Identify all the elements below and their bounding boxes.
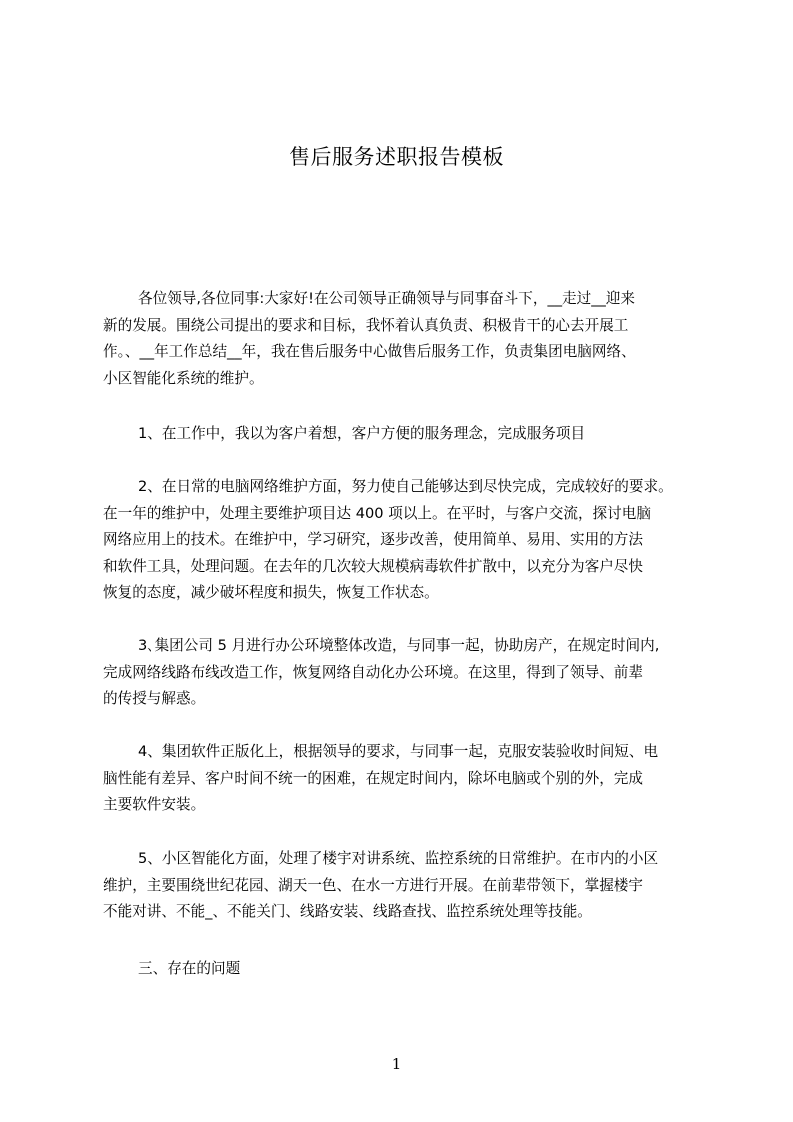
paragraph-line: 在一年的维护中，处理主要维护项目达 400 项以上。在平时，与客户交流，探讨电脑: [103, 504, 651, 522]
paragraph-line: 1、在工作中，我以为客户着想，客户方便的服务理念，完成服务项目: [138, 425, 586, 442]
paragraph-greeting: [103, 286, 727, 392]
paragraph-line: 网络应用上的技术。在维护中，学习研究，逐步改善，使用简单、易用、实用的方法: [103, 531, 643, 548]
paragraph-line: 恢复的态度，减少破坏程度和损失，恢复工作状态。: [103, 584, 439, 601]
paragraph-line: 作。、__年工作总结__年，我在售后服务中心做售后服务工作，负责集团电脑网络、: [103, 343, 636, 360]
page-number: 1: [391, 1055, 402, 1073]
paragraph-item-5: [103, 846, 727, 926]
paragraph-line: 2、在日常的电脑网络维护方面，努力使自己能够达到尽快完成，完成较好的要求。: [138, 478, 673, 495]
paragraph-line: 4、集团软件正版化上，根据领导的要求，与同事一起，克服安装验收时间短、电: [138, 743, 659, 760]
paragraph-line: 主要软件安装。: [103, 796, 206, 813]
paragraph-line: 和软件工具，处理问题。在去年的几次较大规模病毒软件扩散中，以充分为客户尽快: [103, 557, 643, 575]
paragraph-line: 的传授与解惑。: [103, 690, 206, 707]
paragraph-line: 维护，主要围绕世纪花园、湖天一色、在水一方进行开展。在前辈带领下，掌握楼宇: [103, 876, 643, 894]
paragraph-line: 各位领导,各位同事:大家好!在公司领导正确领导与同事奋斗下，__走过__迎来: [138, 290, 636, 307]
paragraph-item-2: [103, 474, 727, 607]
paragraph-line: 不能对讲、不能_、不能关门、线路安装、线路查找、监控系统处理等技能。: [103, 903, 592, 920]
paragraph-line: 新的发展。围绕公司提出的要求和目标，我怀着认真负责、积极肯干的心去开展工: [103, 316, 629, 334]
section-heading-problems: [103, 956, 727, 983]
paragraph-item-1: [103, 421, 727, 448]
paragraph-item-3: [103, 633, 727, 713]
section-heading: 三、存在的问题: [138, 960, 241, 977]
paragraph-line: 小区智能化系统的维护。: [103, 369, 264, 387]
document-title: 售后服务述职报告模板: [289, 145, 504, 169]
paragraph-line: 脑性能有差异、客户时间不统一的困难，在规定时间内，除坏电脑或个别的外，完成: [103, 769, 643, 787]
paragraph-item-4: [103, 739, 727, 819]
paragraph-line: 完成网络线路布线改造工作，恢复网络自动化办公环境。在这里，得到了领导、前辈: [103, 663, 643, 681]
paragraph-line: 5、小区智能化方面，处理了楼宇对讲系统、监控系统的日常维护。在市内的小区: [138, 850, 659, 867]
paragraph-line: 3､集团公司 5 月进行办公环境整体改造，与同事一起，协助房产，在规定时间内,: [138, 637, 660, 654]
